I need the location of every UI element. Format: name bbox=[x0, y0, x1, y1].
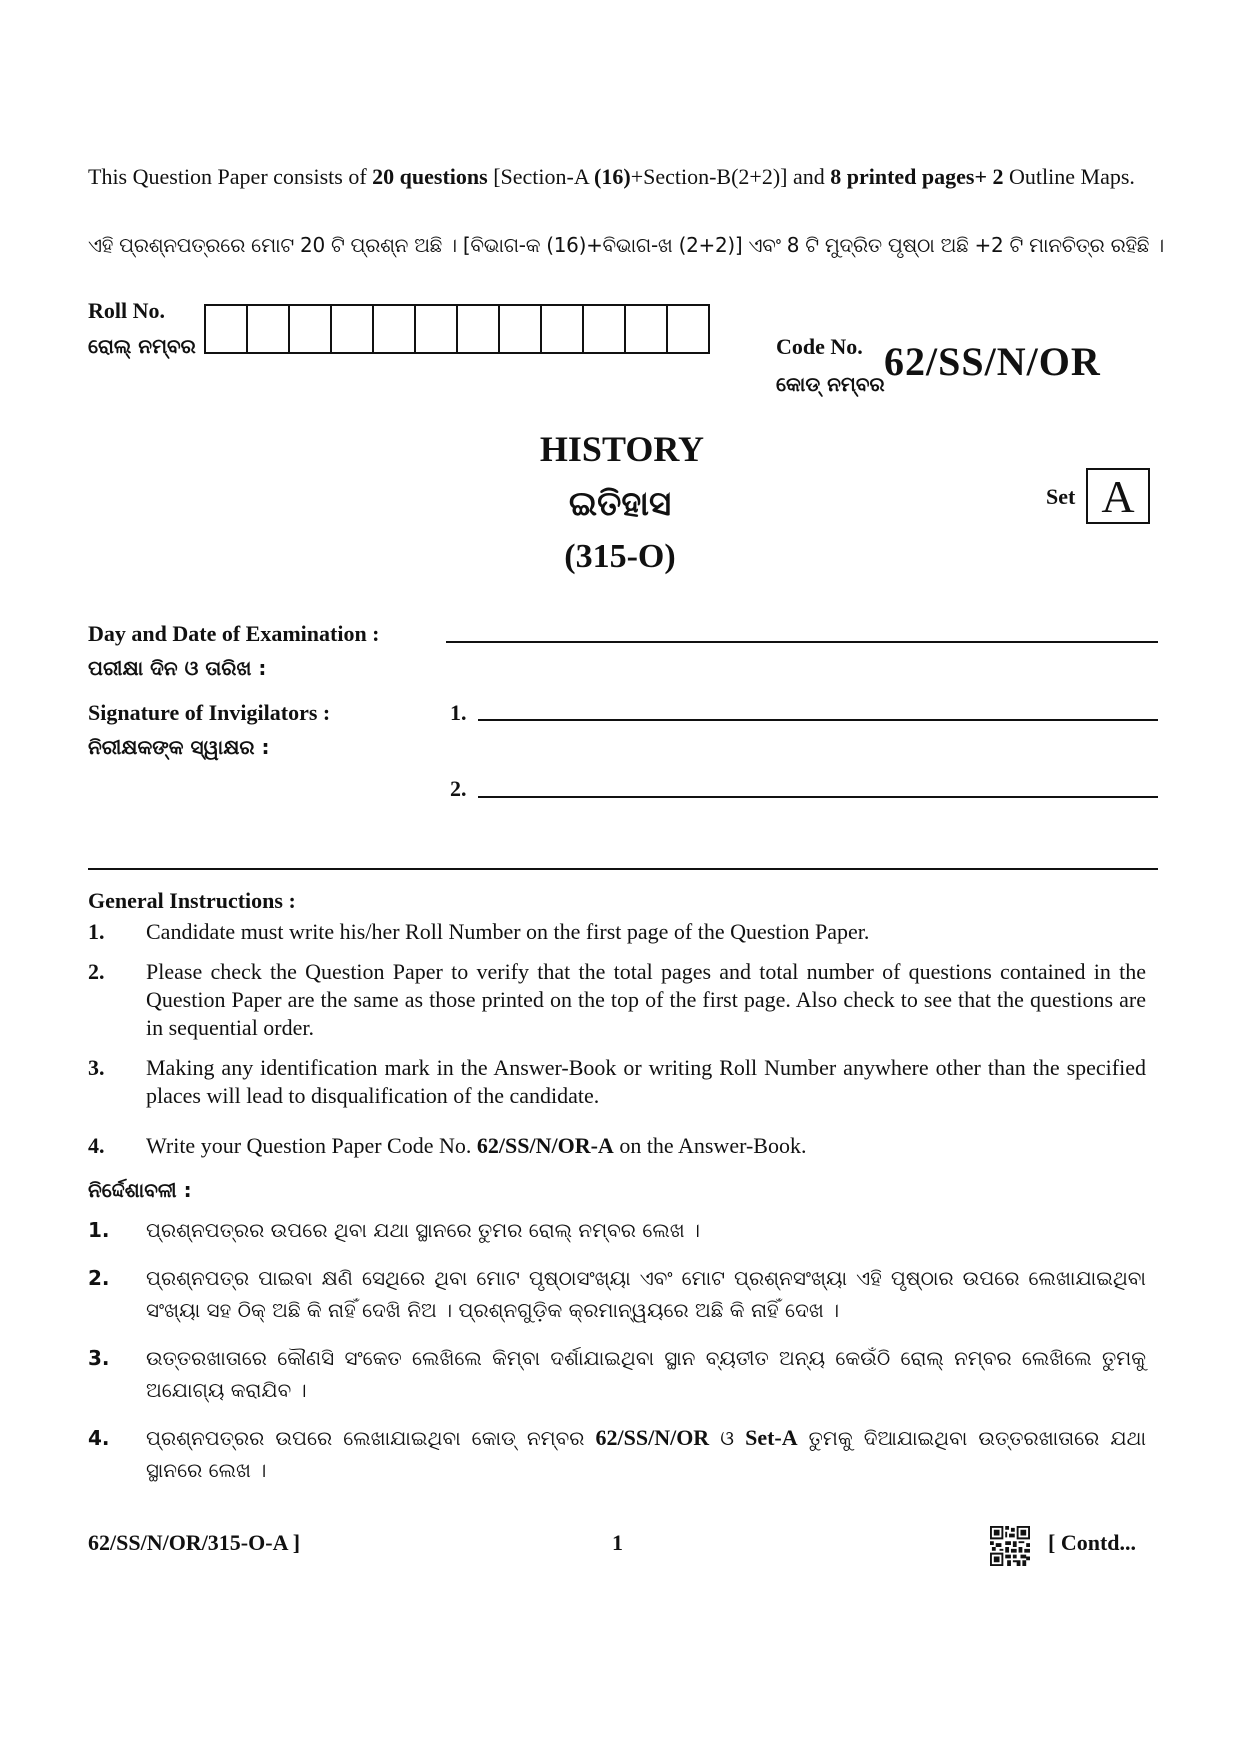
roll-number-box[interactable] bbox=[584, 304, 626, 354]
roll-number-box[interactable] bbox=[500, 304, 542, 354]
invigilator-sig-label-en: Signature of Invigilators : bbox=[88, 700, 331, 725]
roll-number-box[interactable] bbox=[248, 304, 290, 354]
roll-label-od: ରୋଲ୍ ନମ୍ବର bbox=[88, 334, 196, 358]
instruction-en-3: 3. Making any identification mark in the Answer-Book or writing Roll Number anywhere other than the specified places will lead to disqualification of the candidate. bbox=[88, 1055, 1146, 1108]
paper-summary-od: ଏହି ପ୍ରଶ୍ନପତ୍ରରେ ମୋଟ 20 ଟି ପ୍ରଶ୍ନ ଅଛି । [ବିଭାଗ-କ (16)+ବିଭାଗ-ଖ (2+2)] ଏବଂ 8 ଟି ମୁଦ୍ରିତ ପୃଷ୍ଠା ଅଛି +2 ଟି ମାନଚିତ୍ର ରହିଛି । bbox=[88, 233, 1164, 257]
page-number: 1 bbox=[612, 1530, 623, 1555]
exam-date-line[interactable] bbox=[446, 641, 1158, 643]
set-box: A bbox=[1086, 468, 1150, 524]
roll-number-box[interactable] bbox=[416, 304, 458, 354]
roll-number-box[interactable] bbox=[206, 304, 248, 354]
roll-number-box[interactable] bbox=[290, 304, 332, 354]
code-label-en: Code No. bbox=[776, 334, 863, 359]
continued-label: [ Contd... bbox=[1048, 1530, 1137, 1555]
subject-title-od: ଇତିହାସ bbox=[568, 484, 672, 524]
general-instructions-heading: General Instructions : bbox=[88, 888, 296, 913]
sig-2-line[interactable] bbox=[478, 796, 1158, 798]
set-label: Set bbox=[1046, 484, 1076, 509]
roll-number-box[interactable] bbox=[332, 304, 374, 354]
roll-number-box[interactable] bbox=[458, 304, 500, 354]
qr-code-icon bbox=[990, 1526, 1030, 1566]
paper-summary-en: This Question Paper consists of 20 questions [Section-A (16)+Section-B(2+2)] and 8 printed pages+ 2 Outline Maps. bbox=[88, 164, 1135, 189]
code-value: 62/SS/N/OR bbox=[884, 339, 1101, 384]
instruction-en-4: 4. Write your Question Paper Code No. 62/SS/N/OR-A on the Answer-Book. bbox=[88, 1133, 807, 1158]
subject-title-en: HISTORY bbox=[539, 429, 705, 469]
roll-label-en: Roll No. bbox=[88, 298, 165, 323]
exam-date-label-en: Day and Date of Examination : bbox=[88, 621, 380, 646]
footer-paper-code: 62/SS/N/OR/315-O-A ] bbox=[88, 1530, 301, 1555]
instruction-od-2: 2. ପ୍ରଶ୍ନପତ୍ର ପାଇବା କ୍ଷଣି ସେଥିରେ ଥିବା ମୋଟ ପୃଷ୍ଠାସଂଖ୍ୟା ଏବଂ ମୋଟ ପ୍ରଶ୍ନସଂଖ୍ୟା ଏହି ପୃଷ୍ଠାର ଉପରେ ଲେଖାଯାଇଥିବା ସଂଖ୍ୟା ସହ ଠିକ୍ ଅଛି କି ନାହିଁ ଦେଖି ନିଅ । ପ୍ରଶ୍ନଗୁଡ଼ିକ କ୍ରମାନ୍ୱୟରେ ଅଛି କି ନାହିଁ ଦେଖ । bbox=[88, 1266, 1146, 1322]
roll-number-box[interactable] bbox=[626, 304, 668, 354]
instruction-od-4: 4. ପ୍ରଶ୍ନପତ୍ରର ଉପରେ ଲେଖାଯାଇଥିବା କୋଡ୍ ନମ୍ବର 62/SS/N/OR ଓ Set-A ତୁମକୁ ଦିଆଯାଇଥିବା ଉତ୍ତରଖାତାରେ ଯଥା ସ୍ଥାନରେ ଲେଖ । bbox=[88, 1425, 1147, 1482]
exam-date-label-od: ପରୀକ୍ଷା ଦିନ ଓ ତାରିଖ : bbox=[88, 656, 267, 680]
instruction-od-1: 1. ପ୍ରଶ୍ନପତ୍ରର ଉପରେ ଥିବା ଯଥା ସ୍ଥାନରେ ତୁମର ରୋଲ୍ ନମ୍ବର ଲେଖ । bbox=[88, 1218, 701, 1242]
instruction-en-2: 2. Please check the Question Paper to verify that the total pages and total number of questions contained in the Question Paper are the same as those printed on the top of the first page. Also check to see that the questions are in sequential order. bbox=[88, 959, 1146, 1040]
section-divider bbox=[88, 868, 1158, 870]
odia-instructions-heading: ନିର୍ଦ୍ଦେଶାବଳୀ : bbox=[88, 1178, 192, 1202]
sig-1-number: 1. bbox=[450, 700, 467, 725]
roll-number-box[interactable] bbox=[668, 304, 710, 354]
roll-number-box[interactable] bbox=[542, 304, 584, 354]
instruction-en-1: 1. Candidate must write his/her Roll Number on the first page of the Question Paper. bbox=[88, 919, 870, 944]
roll-number-boxes[interactable] bbox=[204, 304, 710, 354]
invigilator-sig-label-od: ନିରୀକ୍ଷକଙ୍କ ସ୍ୱାକ୍ଷର : bbox=[88, 735, 270, 759]
instruction-od-3: 3. ଉତ୍ତରଖାତାରେ କୌଣସି ସଂକେତ ଲେଖିଲେ କିମ୍ବା ଦର୍ଶାଯାଇଥିବା ସ୍ଥାନ ବ୍ୟତୀତ ଅନ୍ୟ କେଉଁଠି ରୋଲ୍ ନମ୍ବର ଲେଖିଲେ ତୁମକୁ ଅଯୋଗ୍ୟ କରାଯିବ । bbox=[88, 1346, 1146, 1402]
code-label-od: କୋଡ୍ ନମ୍ବର bbox=[776, 372, 885, 396]
sig-2-number: 2. bbox=[450, 776, 467, 801]
sig-1-line[interactable] bbox=[478, 719, 1158, 721]
subject-code: (315-O) bbox=[564, 538, 676, 575]
roll-number-box[interactable] bbox=[374, 304, 416, 354]
